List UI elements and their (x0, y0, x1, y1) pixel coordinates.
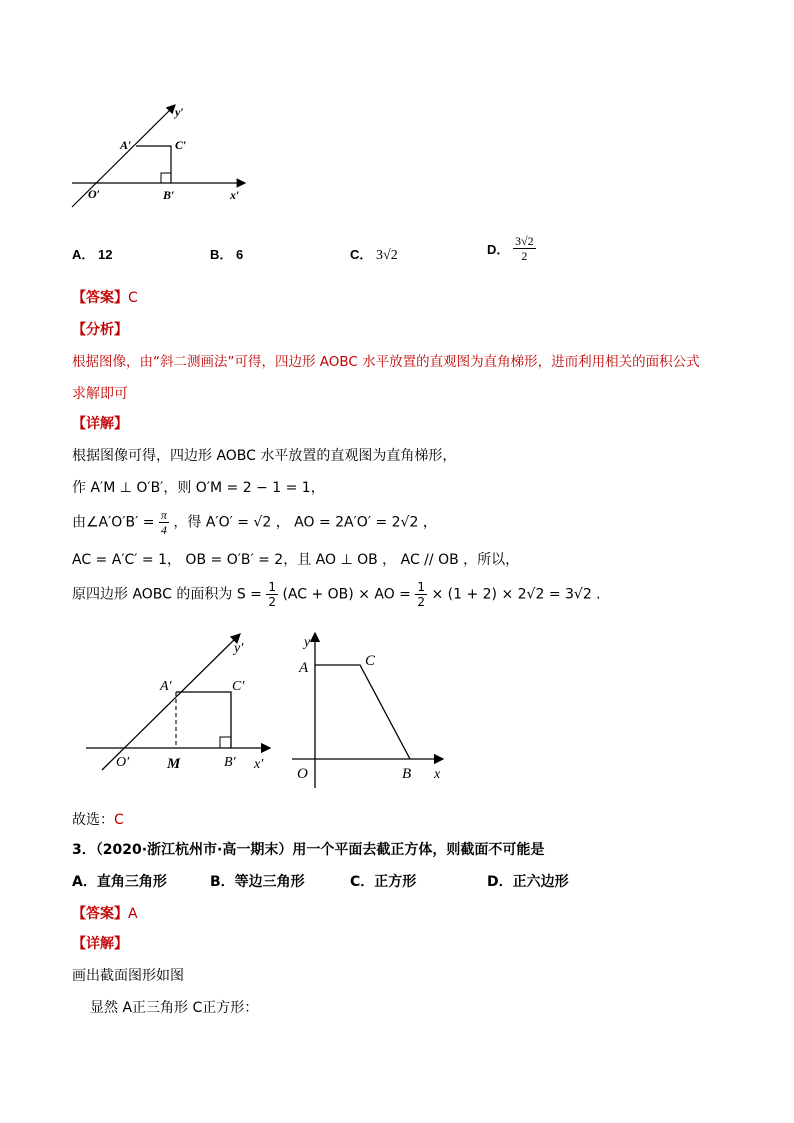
detail-line-5: 原四边形 AOBC 的面积为 S = $\frac{1}{2}$ (AC + OB) × AO = $\frac{1}{2}$ × (1 + 2) × 2√2 = 3√2 . (72, 580, 601, 609)
label-y: y′ (175, 105, 184, 119)
label-b: B′ (163, 188, 175, 202)
figure-oblique-view-2 (82, 630, 282, 780)
q3-detail-line-2: 显然 A正三角形 C正方形： (90, 1000, 259, 1016)
option-b: B． 6 (210, 247, 244, 262)
label-o: O′ (116, 755, 130, 770)
label-c: C′ (232, 679, 245, 694)
analysis-line-1: 根据图像，由“斜二测画法”可得，四边形 AOBC 水平放置的直观图为直角梯形，进而利用相关的面积公式 (72, 354, 700, 370)
label-b: B (402, 766, 412, 782)
trapezoid-edges (176, 692, 231, 748)
figure-original-quadrilateral (290, 628, 455, 793)
q3-option-d: D．正六边形 (487, 874, 569, 890)
option-c: C． 3√2 (350, 247, 398, 263)
y-axis-line (102, 634, 240, 770)
label-x: x′ (230, 188, 240, 202)
right-angle-mark (161, 173, 171, 183)
answer-line: 【答案】C (72, 290, 138, 306)
label-x: x (434, 767, 441, 782)
label-c: C (365, 653, 376, 669)
label-x: x′ (254, 757, 264, 772)
label-a: A′ (120, 138, 132, 152)
trapezoid-edges (136, 146, 171, 183)
detail-line-3: 由∠A′O′B′ = $\frac{\pi}{4}$ ，得 A′O′ = √2 ， AO = 2A′O′ = 2√2 ， (72, 508, 437, 537)
detail-line-4: AC = A′C′ = 1， OB = O′B′ = 2，且 AO ⊥ OB ， AC // OB ，所以， (72, 552, 520, 568)
label-a: A′ (160, 679, 172, 694)
label-y: y (304, 635, 311, 650)
label-o: O (297, 766, 308, 782)
right-angle-mark (220, 737, 231, 748)
label-m: M (167, 756, 181, 772)
label-y: y′ (234, 641, 244, 656)
detail-line-2: 作 A′M ⊥ O′B′，则 O′M = 2 − 1 = 1， (72, 480, 325, 496)
q3-detail-tag: 【详解】 (72, 936, 128, 952)
choice-line: 故选：C (72, 812, 124, 828)
quadrilateral-edges (315, 665, 410, 759)
q3-option-c: C．正方形 (350, 874, 417, 890)
q3-answer-line: 【答案】A (72, 906, 138, 922)
detail-tag: 【详解】 (72, 416, 128, 432)
analysis-tag: 【分析】 (72, 322, 128, 338)
q3-detail-line-1: 画出截面图形如图 (72, 968, 184, 984)
label-o: O′ (88, 187, 101, 201)
label-c: C′ (175, 138, 187, 152)
q3-option-a: A．直角三角形 (72, 874, 167, 890)
figure-oblique-view-1 (60, 95, 260, 215)
label-a: A (299, 660, 309, 676)
option-a: A． 12 (72, 247, 113, 262)
analysis-line-2: 求解即可 (72, 386, 128, 402)
detail-line-1: 根据图像可得，四边形 AOBC 水平放置的直观图为直角梯形， (72, 448, 457, 464)
q3-title: 3．（2020·浙江杭州市·高一期末）用一个平面去截正方体，则截面不可能是 (72, 842, 545, 858)
q3-option-b: B．等边三角形 (210, 874, 305, 890)
option-d: D． $\frac{3√2}{2}$ (487, 234, 534, 263)
label-b: B′ (224, 755, 236, 770)
